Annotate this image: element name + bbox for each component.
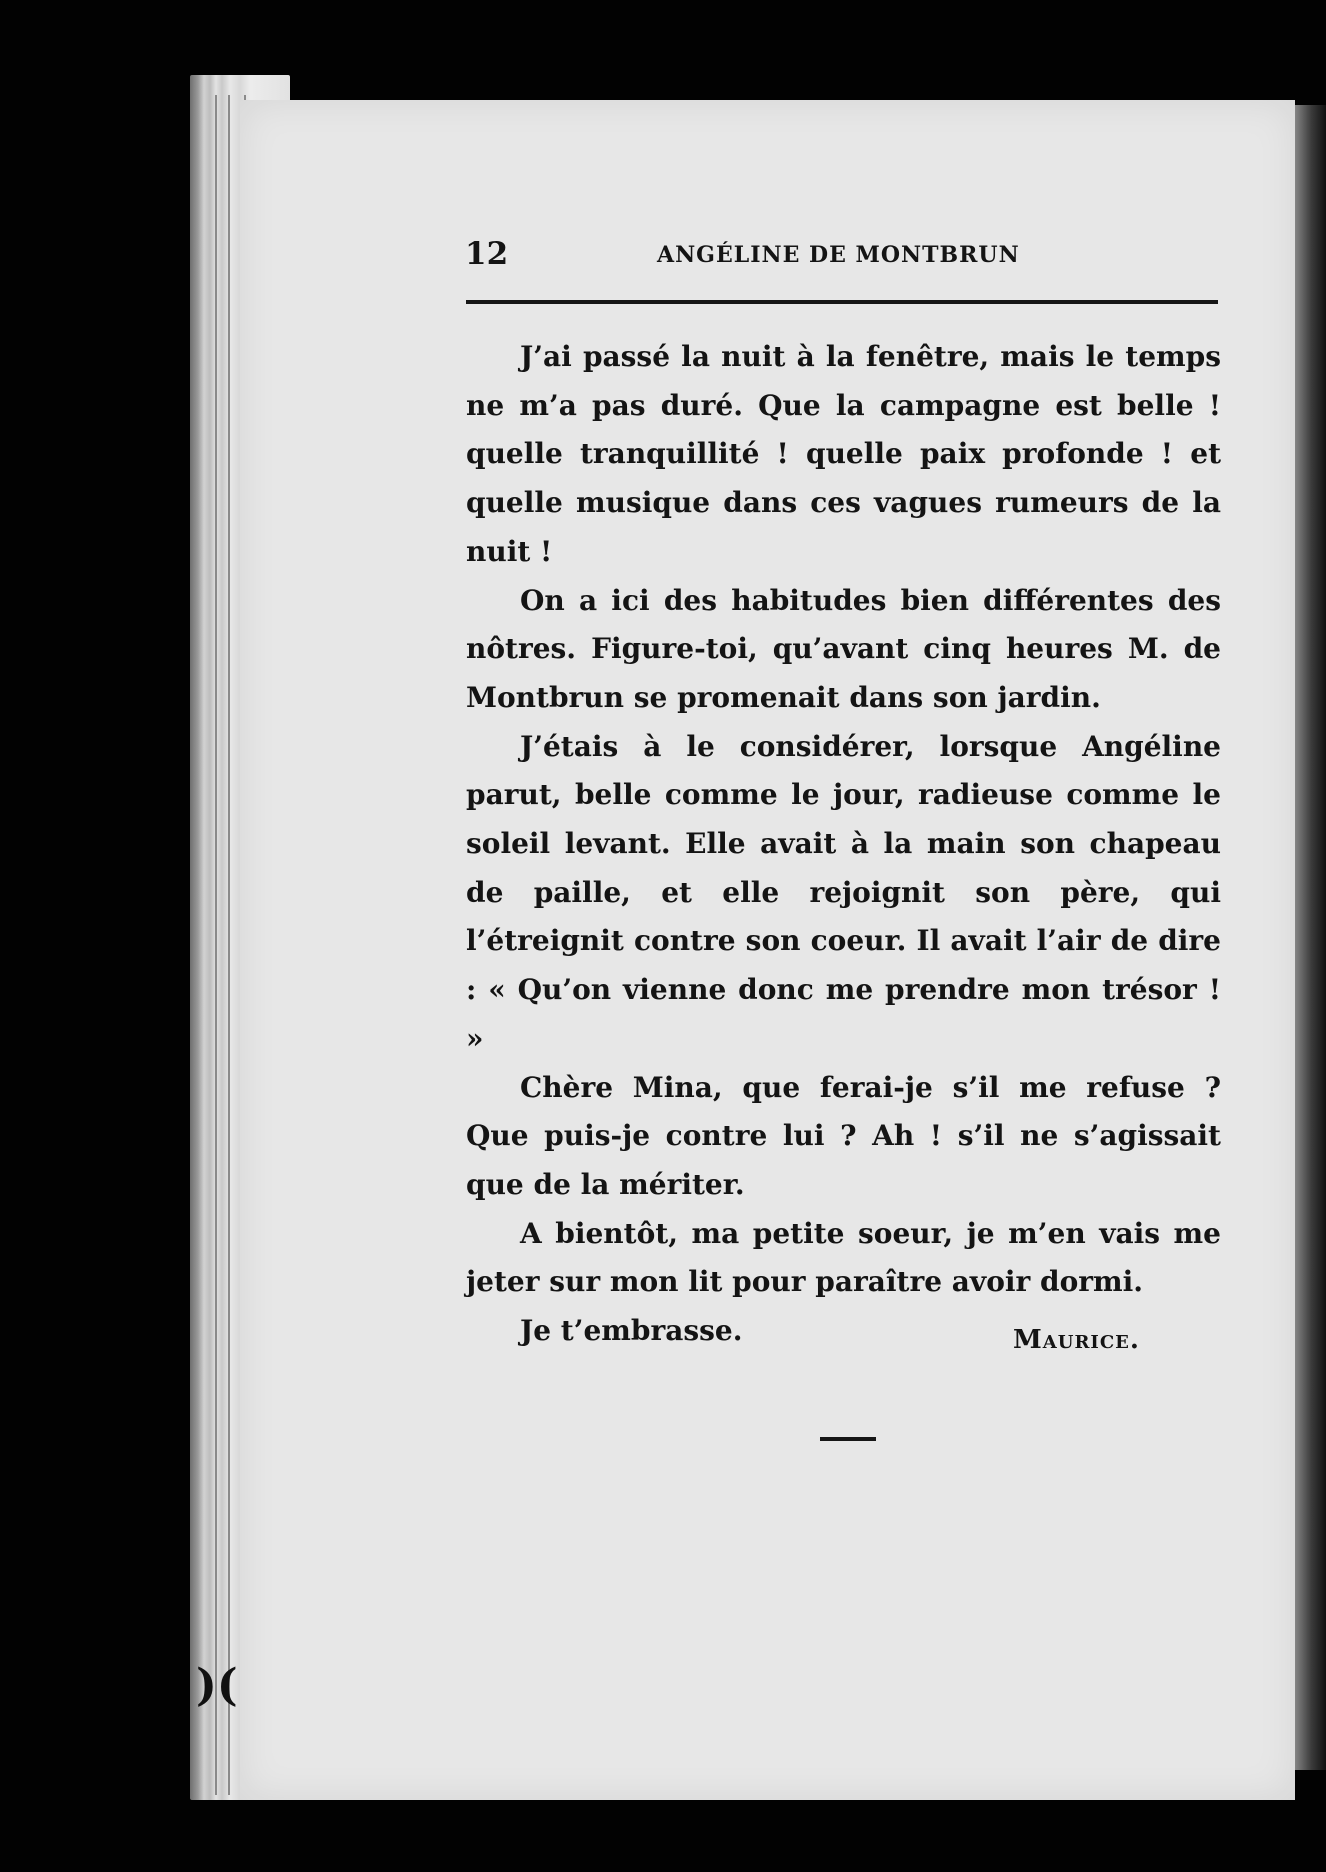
letter-body xyxy=(466,333,1221,1356)
paragraph: A bientôt, ma petite soeur, je m’en vais me jeter sur mon lit pour paraître avoir dormi. xyxy=(466,1216,1221,1299)
paragraph: J’étais à le considérer, lorsque Angéline parut, belle comme le jour, radieuse comme le soleil levant. Elle avait à la main son chapeau de paille, et elle rejoignit son père, qui l’étreignit contre son coeur. Il avait l’air de dire : « Qu’on vienne donc me prendre mon trésor ! » xyxy=(466,729,1221,1055)
page-edge-line xyxy=(215,95,217,1795)
page-shadow xyxy=(1290,105,1326,1770)
page-edge-line xyxy=(228,95,230,1795)
page-number: 12 xyxy=(465,236,509,272)
header-rule xyxy=(466,300,1218,304)
paragraph: J’ai passé la nuit à la fenêtre, mais le temps ne m’a pas duré. Que la campagne est belle ! quelle tranquillité ! quelle paix profonde ! et quelle musique dans ces vagues rumeurs de la nuit ! xyxy=(466,340,1221,568)
end-rule xyxy=(820,1437,876,1441)
running-title: ANGÉLINE DE MONTBRUN xyxy=(657,242,1020,268)
paragraph: Chère Mina, que ferai-je s’il me refuse ? Que puis-je contre lui ? Ah ! s’il ne s’agissait que de la mériter. xyxy=(466,1070,1221,1201)
signature: Maurice. xyxy=(1013,1325,1140,1355)
paragraph: Je t’embrasse. xyxy=(520,1314,743,1348)
page-header xyxy=(465,236,1220,276)
margin-mark: )( xyxy=(196,1660,238,1711)
paragraph: On a ici des habitudes bien différentes des nôtres. Figure-toi, qu’avant cinq heures M. de Montbrun se promenait dans son jardin. xyxy=(466,583,1221,714)
